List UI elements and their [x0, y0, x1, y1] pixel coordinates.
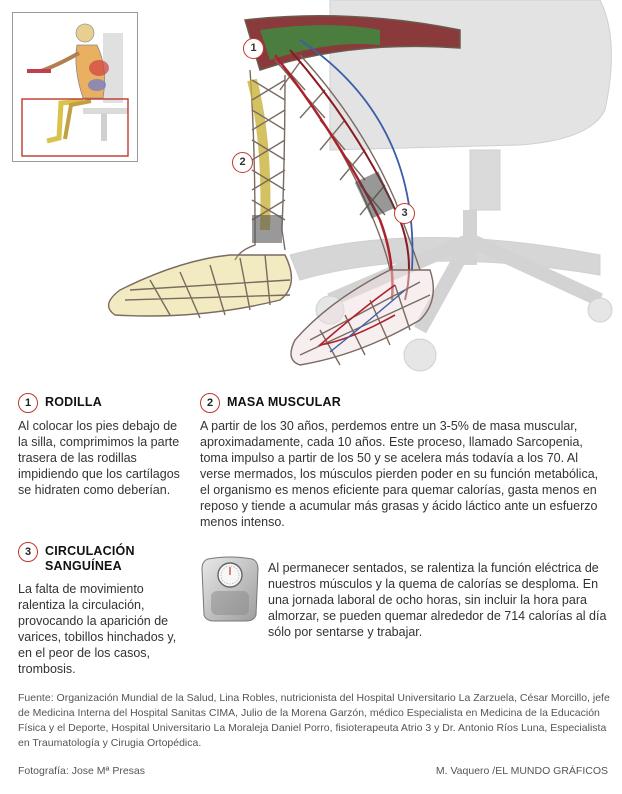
bathroom-scale-icon: [200, 555, 260, 623]
section-3-text: La falta de movimiento ralentiza la circulación, provocando la aparición de varices, tobillos hinchados y, en el peor de los casos, trombosis.: [18, 582, 177, 676]
section-2-title: MASA MUSCULAR: [227, 395, 341, 409]
section-3-title-line-1: CIRCULACIÓN: [45, 544, 135, 558]
section-1-title: RODILLA: [45, 395, 102, 409]
section-2-number: 2: [200, 393, 220, 413]
section-3-number: 3: [18, 542, 38, 562]
section-1-text: Al colocar los pies debajo de la silla, comprimimos la parte trasera de las rodillas impidiendo que los cartílagos se hidraten como deberían.: [18, 419, 180, 497]
focus-rectangle: [22, 99, 128, 156]
section-1-number: 1: [18, 393, 38, 413]
seated-figure-icon: [27, 24, 128, 141]
marker-2: 2: [232, 152, 253, 173]
author-credit: M. Vaquero /EL MUNDO GRÁFICOS: [435, 765, 608, 777]
section-2-text: A partir de los 30 años, perdemos entre un 3-5% de masa muscular, aproximadamente, cada 10 años. Este proceso, llamado Sarcopenia, toma impulso a partir de los 50 y se acelera más todavía a los 70. Al verse mermados, los músculos pierden poder en su función metabólica, el organismo es menos eficiente para quemar calorías, gasta menos en reposo y tiende a acumular más grasas y ácido láctico ante un esfuerzo menos intenso.: [200, 419, 599, 529]
source-text: Fuente: Organización Mundial de la Salud, Lina Robles, nutricionista del Hospital Universitario La Zarzuela, César Morcillo, jefe de Medicina Interna del Hospital Sanitas CIMA, Julio de la Morena Garzón, médico Especialista en Medicina de la Educación Física y el Deporte, Hospital Universitario La Moraleja Daniel Porro, fisioterapeuta Atrio 3 y Dr. Antonio Ríos Luna, Especialista en Traumatología y Cirugia Ortopédica.: [18, 692, 610, 749]
scale-note-text: Al permanecer sentados, se ralentiza la función eléctrica de nuestros músculos y la quema de calorías se desploma. En una jornada laboral de ocho horas, sin incluir la hora para almorzar, se pueden quemar alrededor de 714 calorías al día sólo por sentarse y trabajar.: [268, 561, 607, 639]
marker-1: 1: [243, 38, 264, 59]
section-3-title-line-2: SANGUÍNEA: [45, 559, 122, 573]
photo-credit: Fotografía: Jose Mª Presas: [18, 765, 146, 777]
thumbnail-seated-figure: [12, 12, 138, 162]
marker-3: 3: [394, 203, 415, 224]
